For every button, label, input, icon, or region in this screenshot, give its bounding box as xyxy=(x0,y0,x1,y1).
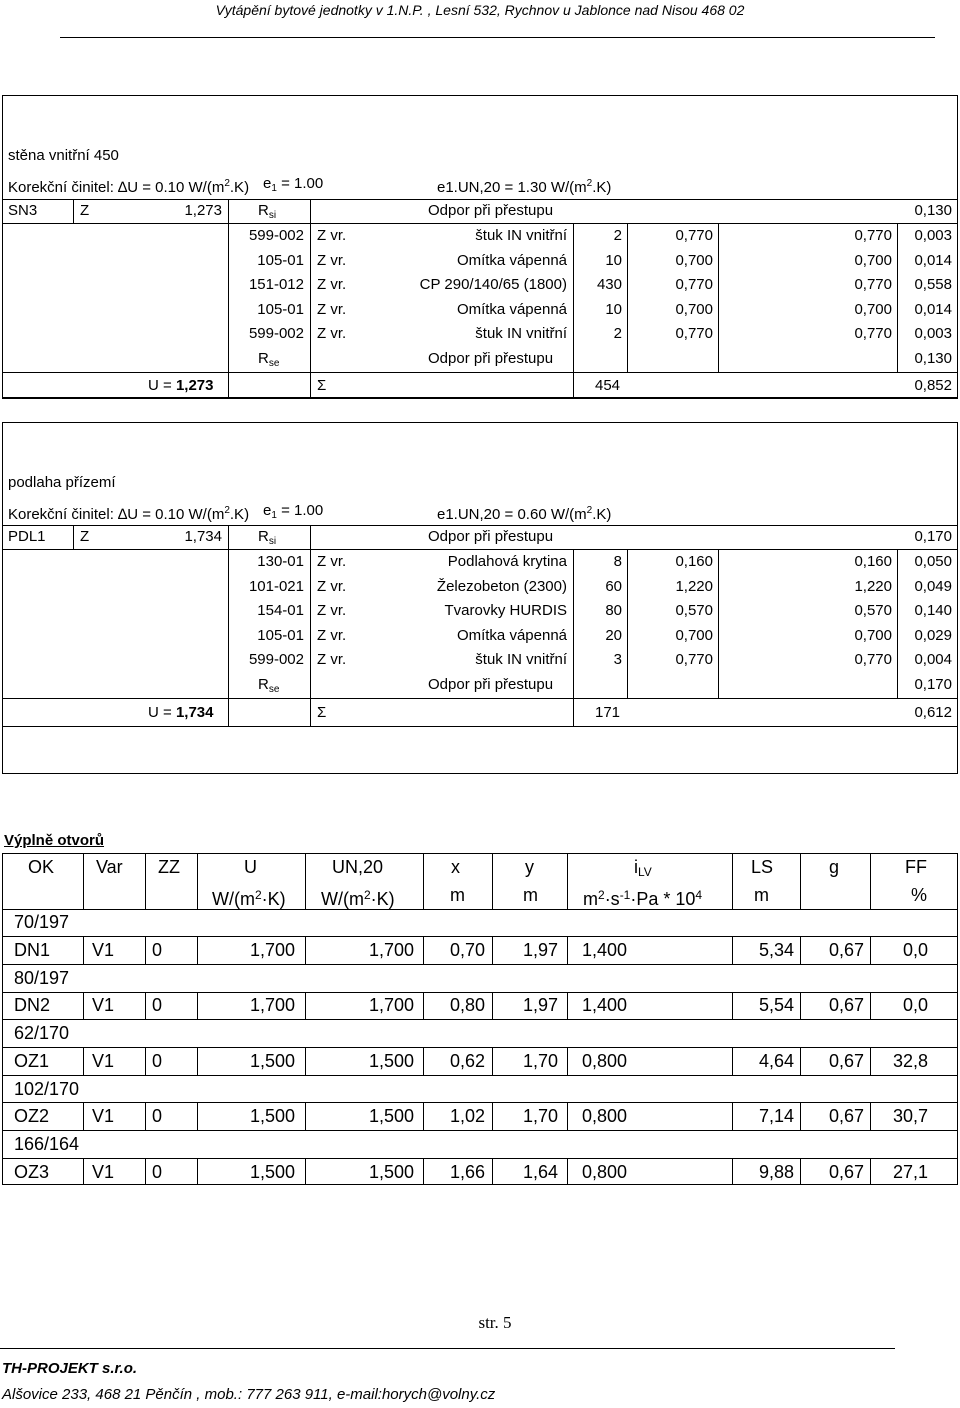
openings-col-divider xyxy=(800,853,801,909)
openings-col-divider xyxy=(197,853,198,909)
wall-correction: Korekční činitel: ∆U = 0.10 $W/(m^2.K)$ xyxy=(8,178,250,196)
opening-zz: 0 xyxy=(152,1106,163,1126)
layer-code: 151-012 xyxy=(248,276,304,293)
floor-col-divider xyxy=(627,549,628,698)
openings-row-rule xyxy=(2,909,958,910)
layer-resistance: 0,558 xyxy=(914,276,952,293)
layer-z: Z vr. xyxy=(317,626,347,644)
layer-lambda: 0,700 xyxy=(675,626,713,644)
wall-rse-text: Odpor při přestupu xyxy=(428,350,554,367)
layer-name: Podlahová krytina xyxy=(447,553,567,570)
layer-z: Z vr. xyxy=(317,276,347,293)
col-header-zz: ZZ xyxy=(158,857,180,877)
layer-z: Z vr. xyxy=(317,553,347,570)
layer-code: 599-002 xyxy=(248,227,304,244)
layer-lambda: 0,770 xyxy=(675,325,713,342)
openings-col-divider xyxy=(800,1158,801,1185)
layer-lambda: 0,700 xyxy=(675,300,713,318)
wall-rule xyxy=(2,372,958,373)
openings-col-divider xyxy=(567,992,568,1019)
openings-col-divider xyxy=(492,936,493,964)
openings-row-rule xyxy=(2,964,958,965)
openings-col-divider xyxy=(567,936,568,964)
opening-ff: 27,1 xyxy=(892,1161,928,1182)
opening-y: 1,70 xyxy=(522,1106,558,1126)
wall-eun: e1.UN,20 = 1.30 $W/(m^2.K)$ xyxy=(437,178,612,196)
floor-z: Z xyxy=(80,528,90,545)
wall-col-divider xyxy=(73,199,74,223)
opening-code: DN1 xyxy=(14,939,51,960)
layer-lambda-corr: 0,570 xyxy=(854,602,892,619)
layer-resistance: 0,004 xyxy=(914,651,952,668)
opening-un20: 1,700 xyxy=(368,995,414,1015)
wall-rse-value: 0,130 xyxy=(914,350,952,367)
opening-x: 0,62 xyxy=(449,1050,485,1071)
openings-row-rule xyxy=(2,1075,958,1076)
opening-ilv: 0,800 xyxy=(582,1050,628,1071)
footer-company: TH-PROJEKT s.r.o. xyxy=(2,1360,138,1377)
layer-thickness: 2 xyxy=(613,227,622,244)
opening-zz: 0 xyxy=(152,939,163,960)
openings-col-divider xyxy=(800,1102,801,1130)
opening-x: 1,66 xyxy=(449,1161,485,1182)
wall-rsi-label: $R_{si}$ xyxy=(258,202,277,221)
opening-variant: V1 xyxy=(92,995,115,1015)
openings-col-divider xyxy=(800,992,801,1019)
layer-resistance: 0,003 xyxy=(914,227,952,244)
opening-dimension: 102/170 xyxy=(14,1078,80,1099)
openings-col-divider xyxy=(492,853,493,909)
openings-col-divider xyxy=(732,853,733,909)
layer-name: Tvarovky HURDIS xyxy=(444,602,567,619)
wall-rsi-value: 0,130 xyxy=(914,202,952,219)
opening-variant: V1 xyxy=(92,1050,115,1071)
wall-z: Z xyxy=(80,202,90,219)
floor-rse-label: $R_{se}$ xyxy=(258,676,280,695)
opening-u: 1,700 xyxy=(249,995,295,1015)
openings-col-divider xyxy=(423,853,424,909)
opening-variant: V1 xyxy=(92,1161,115,1182)
layer-lambda: 0,770 xyxy=(675,651,713,668)
openings-col-divider xyxy=(423,1158,424,1185)
layer-name: štuk IN vnitřní xyxy=(475,325,567,342)
opening-ff: 32,8 xyxy=(892,1050,928,1071)
openings-col-divider xyxy=(145,936,146,964)
openings-col-divider xyxy=(145,992,146,1019)
openings-row-rule xyxy=(2,1019,958,1020)
layer-name: Železobeton (2300) xyxy=(436,577,567,595)
floor-rule xyxy=(2,525,958,526)
wall-e1: $e_1 = 1.00$ xyxy=(263,175,324,194)
openings-col-divider xyxy=(870,1102,871,1130)
wall-rule xyxy=(2,398,958,399)
layer-z: Z vr. xyxy=(317,300,347,318)
layer-resistance: 0,140 xyxy=(914,602,952,619)
openings-col-divider xyxy=(423,992,424,1019)
col-header-var: Var xyxy=(96,857,123,877)
openings-col-divider xyxy=(305,992,306,1019)
openings-col-divider xyxy=(732,936,733,964)
layer-code: 101-021 xyxy=(248,577,304,595)
floor-e1: $e_1 = 1.00$ xyxy=(263,502,324,521)
floor-u-total: U = 1,734 xyxy=(148,704,214,721)
opening-ff: 0,0 xyxy=(902,995,928,1015)
layer-code: 599-002 xyxy=(248,325,304,342)
col-header-ok: OK xyxy=(28,857,55,877)
floor-rsi-text: Odpor při přestupu xyxy=(428,528,554,545)
wall-col-divider xyxy=(573,223,574,398)
unit-un20: $W/(m^2\cdot K)$ xyxy=(321,888,395,909)
wall-col-divider xyxy=(718,223,719,372)
floor-rule xyxy=(2,726,958,727)
opening-code: OZ2 xyxy=(14,1106,50,1126)
layer-name: štuk IN vnitřní xyxy=(475,651,567,668)
wall-rule xyxy=(2,223,958,224)
floor-col-divider xyxy=(573,549,574,726)
layer-thickness: 430 xyxy=(596,276,622,293)
wall-sum-thickness: 454 xyxy=(595,377,621,394)
opening-ls: 5,34 xyxy=(758,939,794,960)
opening-zz: 0 xyxy=(152,1161,163,1182)
layer-lambda-corr: 0,700 xyxy=(854,251,892,269)
layer-resistance: 0,050 xyxy=(914,553,952,570)
col-header-y: y xyxy=(525,857,534,877)
opening-ff: 30,7 xyxy=(892,1106,928,1126)
openings-col-divider xyxy=(870,853,871,909)
floor-eun: e1.UN,20 = 0.60 $W/(m^2.K)$ xyxy=(437,505,612,523)
layer-lambda-corr: 0,770 xyxy=(854,227,892,244)
col-header-ff: FF xyxy=(905,857,927,877)
opening-un20: 1,500 xyxy=(368,1106,414,1126)
layer-resistance: 0,014 xyxy=(914,300,952,318)
wall-u-total: U = 1,273 xyxy=(148,377,214,394)
opening-variant: V1 xyxy=(92,939,115,960)
layer-lambda: 0,700 xyxy=(675,251,713,269)
opening-y: 1,64 xyxy=(522,1161,558,1182)
floor-col-divider xyxy=(73,525,74,549)
layer-lambda-corr: 0,160 xyxy=(854,553,892,570)
floor-correction: Korekční činitel: ∆U = 0.10 $W/(m^2.K)$ xyxy=(8,505,250,523)
floor-rse-value: 0,170 xyxy=(914,676,952,693)
opening-un20: 1,700 xyxy=(368,939,414,960)
layer-code: 154-01 xyxy=(257,602,304,619)
wall-col-divider xyxy=(310,199,311,398)
layer-thickness: 10 xyxy=(605,300,622,318)
opening-ls: 4,64 xyxy=(758,1050,794,1071)
floor-u: 1,734 xyxy=(184,528,222,545)
layer-thickness: 10 xyxy=(605,251,622,269)
openings-col-divider xyxy=(83,992,84,1019)
opening-x: 1,02 xyxy=(449,1106,485,1126)
opening-code: DN2 xyxy=(14,995,51,1015)
opening-un20: 1,500 xyxy=(368,1050,414,1071)
col-header-ls: LS xyxy=(751,857,774,877)
col-header-un20: UN,20 xyxy=(332,857,384,877)
col-header-ilv: $i_{LV}$ xyxy=(634,857,652,879)
openings-col-divider xyxy=(83,1158,84,1185)
openings-col-divider xyxy=(423,1047,424,1075)
layer-code: 105-01 xyxy=(257,626,304,644)
unit-x: m xyxy=(450,885,465,905)
opening-x: 0,80 xyxy=(449,995,485,1015)
layer-z: Z vr. xyxy=(317,325,347,342)
opening-ff: 0,0 xyxy=(902,939,928,960)
openings-col-divider xyxy=(305,1158,306,1185)
floor-code: PDL1 xyxy=(8,528,46,545)
unit-y: m xyxy=(523,885,538,905)
layer-lambda: 0,160 xyxy=(675,553,713,570)
unit-ilv: $m^2\cdot s^{-1}\cdot Pa * 10^4$ xyxy=(583,888,703,909)
layer-lambda-corr: 0,770 xyxy=(854,325,892,342)
opening-ls: 7,14 xyxy=(758,1106,794,1126)
layer-lambda: 0,770 xyxy=(675,227,713,244)
opening-zz: 0 xyxy=(152,1050,163,1071)
opening-u: 1,500 xyxy=(249,1050,295,1071)
layer-name: Omítka vápenná xyxy=(456,300,567,318)
openings-col-divider xyxy=(83,1047,84,1075)
wall-name: stěna vnitřní 450 xyxy=(8,147,119,164)
openings-col-divider xyxy=(423,1102,424,1130)
openings-col-divider xyxy=(732,1102,733,1130)
openings-col-divider xyxy=(83,936,84,964)
layer-thickness: 20 xyxy=(605,626,622,644)
footer-rule xyxy=(0,1348,895,1349)
openings-col-divider xyxy=(423,936,424,964)
floor-rule xyxy=(2,698,958,699)
floor-section xyxy=(2,422,958,774)
layer-thickness: 60 xyxy=(605,577,622,595)
openings-col-divider xyxy=(305,936,306,964)
sigma-symbol: Σ xyxy=(317,377,327,394)
opening-code: OZ1 xyxy=(14,1050,50,1071)
layer-lambda-corr: 0,770 xyxy=(854,651,892,668)
wall-rsi-text: Odpor při přestupu xyxy=(428,202,554,219)
layer-z: Z vr. xyxy=(317,227,347,244)
openings-col-divider xyxy=(197,936,198,964)
opening-dimension: 62/170 xyxy=(14,1023,70,1043)
layer-name: Omítka vápenná xyxy=(456,251,567,269)
page-number: str. 5 xyxy=(478,1313,512,1332)
openings-col-divider xyxy=(800,1047,801,1075)
layer-name: Omítka vápenná xyxy=(456,626,567,644)
unit-u: $W/(m^2\cdot K)$ xyxy=(212,888,286,909)
floor-sum-resistance: 0,612 xyxy=(914,704,952,721)
openings-col-divider xyxy=(567,1047,568,1075)
wall-rse-label: $R_{se}$ xyxy=(258,350,280,369)
footer-address: Alšovice 233, 468 21 Pěnčín , mob.: 777 263 911, e-mail:horych@volny.cz xyxy=(2,1386,496,1403)
layer-resistance: 0,029 xyxy=(914,626,952,644)
opening-dimension: 166/164 xyxy=(14,1134,80,1154)
document-header: Vytápění bytové jednotky v 1.N.P. , Lesní 532, Rychnov u Jablonce nad Nisou 468 02 xyxy=(215,2,745,18)
openings-col-divider xyxy=(732,1158,733,1185)
col-header-x: x xyxy=(451,857,460,877)
layer-name: CP 290/140/65 (1800) xyxy=(419,276,567,293)
openings-col-divider xyxy=(145,853,146,909)
opening-g: 0,67 xyxy=(828,939,864,960)
openings-col-divider xyxy=(567,1158,568,1185)
openings-col-divider xyxy=(732,1047,733,1075)
wall-u: 1,273 xyxy=(184,202,222,219)
openings-col-divider xyxy=(305,1102,306,1130)
opening-ilv: 1,400 xyxy=(582,939,628,960)
layer-lambda-corr: 0,770 xyxy=(854,276,892,293)
opening-g: 0,67 xyxy=(828,995,864,1015)
layer-code: 130-01 xyxy=(257,553,304,570)
opening-zz: 0 xyxy=(152,995,163,1015)
opening-ilv: 0,800 xyxy=(582,1161,628,1182)
sigma-symbol: Σ xyxy=(317,704,327,721)
layer-thickness: 80 xyxy=(605,602,622,619)
opening-dimension: 70/197 xyxy=(14,912,70,932)
openings-col-divider xyxy=(83,1102,84,1130)
openings-col-divider xyxy=(197,1102,198,1130)
openings-col-divider xyxy=(870,1158,871,1185)
layer-z: Z vr. xyxy=(317,602,347,619)
floor-rsi-label: $R_{si}$ xyxy=(258,528,277,547)
layer-lambda-corr: 1,220 xyxy=(854,577,892,595)
wall-col-divider xyxy=(228,199,229,398)
layer-thickness: 3 xyxy=(613,651,622,668)
opening-ls: 9,88 xyxy=(758,1161,794,1182)
openings-col-divider xyxy=(492,1047,493,1075)
layer-code: 105-01 xyxy=(257,300,304,318)
opening-u: 1,700 xyxy=(249,939,295,960)
openings-col-divider xyxy=(197,992,198,1019)
floor-col-divider xyxy=(228,525,229,726)
openings-col-divider xyxy=(567,1102,568,1130)
opening-u: 1,500 xyxy=(249,1106,295,1126)
floor-col-divider xyxy=(310,525,311,726)
layer-thickness: 2 xyxy=(613,325,622,342)
opening-g: 0,67 xyxy=(828,1106,864,1126)
layer-lambda: 0,770 xyxy=(675,276,713,293)
openings-row-rule xyxy=(2,1130,958,1131)
wall-sum-resistance: 0,852 xyxy=(914,377,952,394)
openings-col-divider xyxy=(83,853,84,909)
unit-ls: m xyxy=(754,885,769,905)
layer-lambda: 1,220 xyxy=(675,577,713,595)
floor-rse-text: Odpor při přestupu xyxy=(428,676,554,693)
openings-col-divider xyxy=(800,936,801,964)
opening-dimension: 80/197 xyxy=(14,967,70,988)
opening-code: OZ3 xyxy=(14,1161,50,1182)
unit-ff: % xyxy=(911,885,928,905)
opening-g: 0,67 xyxy=(828,1050,864,1071)
openings-col-divider xyxy=(145,1158,146,1185)
opening-y: 1,97 xyxy=(522,995,558,1015)
openings-col-divider xyxy=(492,992,493,1019)
openings-col-divider xyxy=(567,853,568,909)
layer-lambda: 0,570 xyxy=(675,602,713,619)
header-rule xyxy=(60,37,935,38)
openings-col-divider xyxy=(870,936,871,964)
openings-col-divider xyxy=(197,1047,198,1075)
floor-rsi-value: 0,170 xyxy=(914,528,952,545)
col-header-u: U xyxy=(244,857,257,877)
layer-resistance: 0,049 xyxy=(914,577,952,595)
openings-col-divider xyxy=(145,1102,146,1130)
col-header-g: g xyxy=(829,857,840,877)
openings-col-divider xyxy=(197,1158,198,1185)
opening-ilv: 0,800 xyxy=(582,1106,628,1126)
opening-un20: 1,500 xyxy=(368,1161,414,1182)
opening-u: 1,500 xyxy=(249,1161,295,1182)
layer-name: štuk IN vnitřní xyxy=(475,227,567,244)
layer-resistance: 0,014 xyxy=(914,251,952,269)
openings-col-divider xyxy=(870,1047,871,1075)
opening-y: 1,97 xyxy=(522,939,558,960)
layer-z: Z vr. xyxy=(317,251,347,269)
layer-lambda-corr: 0,700 xyxy=(854,300,892,318)
opening-ls: 5,54 xyxy=(758,995,794,1015)
openings-title: Výplně otvorů xyxy=(4,832,105,849)
floor-name: podlaha přízemí xyxy=(8,474,116,491)
floor-rule xyxy=(2,549,958,550)
opening-ilv: 1,400 xyxy=(582,995,628,1015)
wall-code: SN3 xyxy=(8,202,38,219)
openings-col-divider xyxy=(492,1158,493,1185)
wall-rule xyxy=(2,199,958,200)
openings-col-divider xyxy=(492,1102,493,1130)
floor-col-divider xyxy=(718,549,719,698)
opening-g: 0,67 xyxy=(828,1161,864,1182)
openings-col-divider xyxy=(870,992,871,1019)
openings-col-divider xyxy=(305,853,306,909)
layer-lambda-corr: 0,700 xyxy=(854,626,892,644)
layer-resistance: 0,003 xyxy=(914,325,952,342)
wall-col-divider xyxy=(627,223,628,372)
floor-sum-thickness: 171 xyxy=(595,704,621,721)
openings-col-divider xyxy=(732,992,733,1019)
layer-thickness: 8 xyxy=(613,553,622,570)
layer-code: 105-01 xyxy=(257,251,304,269)
opening-x: 0,70 xyxy=(449,939,485,960)
layer-code: 599-002 xyxy=(248,651,304,668)
opening-y: 1,70 xyxy=(522,1050,558,1071)
layer-z: Z vr. xyxy=(317,577,347,595)
opening-variant: V1 xyxy=(92,1106,115,1126)
openings-col-divider xyxy=(305,1047,306,1075)
openings-col-divider xyxy=(145,1047,146,1075)
layer-z: Z vr. xyxy=(317,651,347,668)
